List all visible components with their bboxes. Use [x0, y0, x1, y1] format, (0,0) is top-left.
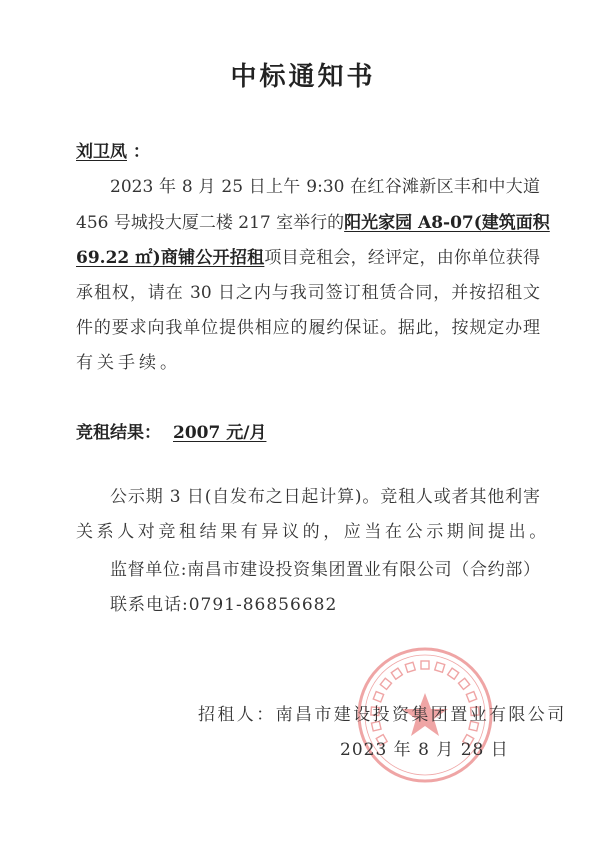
body-line: [76, 247, 540, 269]
supervisor: 监督单位:南昌市建设投资集团置业有限公司（合约部）: [110, 560, 540, 580]
body-line: 有关手续。: [76, 353, 181, 373]
issuer: 招租人：南昌市建设投资集团置业有限公司: [198, 705, 567, 725]
body-line: 2023 年 8 月 25 日上午 9:30 在红谷滩新区丰和中大道: [110, 177, 540, 197]
phone: 联系电话:0791-86856682: [110, 595, 338, 615]
seal-glyph-mark: [448, 668, 459, 679]
recipient-colon: ：: [132, 142, 150, 162]
project-name: 69.22 ㎡)商铺公开招租: [76, 248, 265, 268]
seal-glyph-mark: [380, 678, 391, 689]
seal-glyph-mark: [373, 692, 383, 702]
body-line: [76, 212, 550, 234]
seal-glyph-mark: [421, 661, 429, 669]
project-name: 阳光家园 A8-07(建筑面积: [344, 213, 550, 233]
page-title: 中标通知书: [230, 62, 376, 92]
body-text: 项目竞租会，经评定，由你单位获得: [264, 248, 540, 268]
body-line: 承租权，请在 30 日之内与我司签订租赁合同，并按招租文: [76, 283, 540, 303]
body-text: 456 号城投大厦二楼 217 室举行的: [76, 213, 345, 233]
recipient-name: 刘卫凤: [76, 142, 127, 162]
seal-glyph-mark: [458, 678, 469, 689]
result: [76, 422, 282, 444]
seal-glyph-mark: [466, 692, 476, 702]
notice-line: 公示期 3 日(自发布之日起计算)。竞租人或者其他利害: [110, 487, 540, 507]
issue-date: 2023 年 8 月 28 日: [340, 740, 509, 760]
seal-glyph-mark: [435, 662, 445, 672]
result-value: 2007 元/月: [173, 423, 267, 443]
result-label: 竞租结果：: [76, 423, 161, 443]
recipient: [76, 141, 150, 163]
seal-glyph-mark: [391, 668, 402, 679]
body-line: 件的要求向我单位提供相应的履约保证。据此，按规定办理: [76, 318, 540, 338]
seal-glyph-mark: [405, 662, 415, 672]
notice-line: 关系人对竞租结果有异议的，应当在公示期间提出。: [76, 522, 550, 542]
